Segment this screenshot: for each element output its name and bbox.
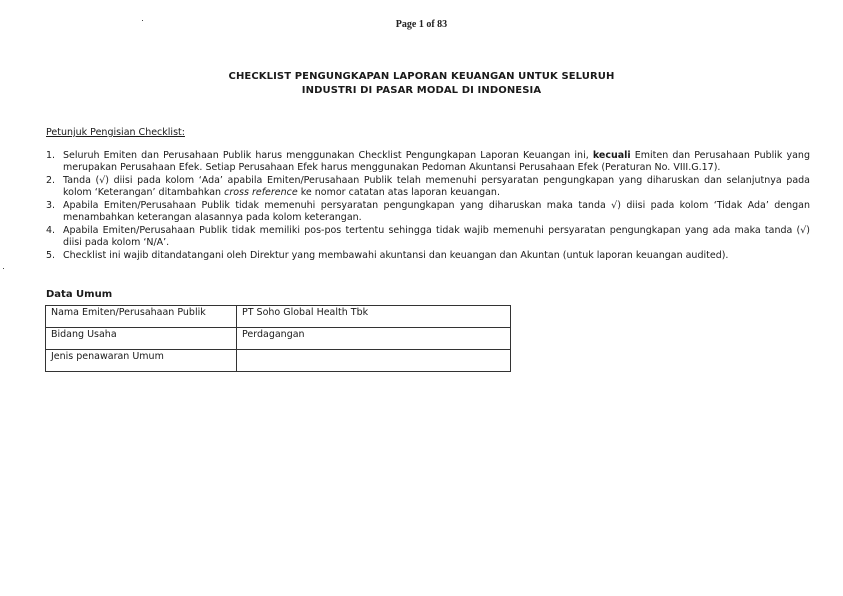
instruction-italic: cross reference bbox=[224, 186, 298, 198]
row-label: Jenis penawaran Umum bbox=[46, 350, 237, 372]
title-line-1: CHECKLIST PENGUNGKAPAN LAPORAN KEUANGAN UNTUK SELURUH bbox=[228, 71, 615, 82]
data-umum-heading: Data Umum bbox=[46, 289, 113, 300]
table-row bbox=[46, 350, 511, 372]
instruction-item bbox=[46, 150, 810, 173]
document-title bbox=[0, 70, 843, 98]
row-value: PT Soho Global Health Tbk bbox=[237, 306, 511, 328]
instruction-number: 3. bbox=[46, 200, 56, 211]
instruction-item bbox=[46, 250, 810, 262]
instruction-text: Apabila Emiten/Perusahaan Publik tidak memenuhi persyaratan pengungkapan yang diharuskan maka tanda √) diisi pada kolom ‘Tidak Ada’ dengan menambahkan keterangan alasannya pada kolom keterangan. bbox=[63, 200, 810, 223]
scan-speck bbox=[3, 268, 4, 269]
instruction-number: 4. bbox=[46, 225, 56, 236]
instruction-number: 2. bbox=[46, 175, 56, 186]
instruction-text: Emiten dan Perusahaan Publik yang merupakan Perusahaan Efek. Setiap Perusahaan Efek harus menggunakan Pedoman Akuntansi Perusahaan Efek (Peraturan No. VIII.G.17). bbox=[63, 150, 810, 173]
instruction-number: 5. bbox=[46, 250, 56, 261]
row-label: Bidang Usaha bbox=[46, 328, 237, 350]
table-row bbox=[46, 306, 511, 328]
instruction-text: ke nomor catatan atas laporan keuangan. bbox=[297, 186, 500, 198]
instruction-number: 1. bbox=[46, 150, 56, 161]
title-line-2: INDUSTRI DI PASAR MODAL DI INDONESIA bbox=[301, 85, 542, 96]
instruction-text: Checklist ini wajib ditandatangani oleh Direktur yang membawahi akuntansi dan keuangan dan Akuntan (untuk laporan keuangan audited). bbox=[63, 250, 729, 261]
row-value: Perdagangan bbox=[237, 328, 511, 350]
data-umum-table bbox=[45, 305, 511, 372]
instruction-text: Apabila Emiten/Perusahaan Publik tidak memiliki pos-pos tertentu sehingga tidak wajib memenuhi persyaratan pengungkapan yang ada maka tanda (√) diisi pada kolom ‘N/A’. bbox=[63, 225, 810, 248]
instruction-item bbox=[46, 225, 810, 248]
instruction-text: Tanda (√) diisi pada kolom ‘Ada’ apabila Emiten/Perusahaan Publik telah memenuhi persyaratan pengungkapan yang diharuskan dan selanjutnya pada kolom ‘Keterangan’ ditambahkan bbox=[63, 175, 810, 198]
instruction-emphasis: kecuali bbox=[592, 150, 631, 161]
row-value bbox=[237, 350, 511, 372]
instruction-item bbox=[46, 175, 810, 198]
instructions-list bbox=[46, 150, 810, 264]
instruction-item bbox=[46, 200, 810, 223]
instructions-heading: Petunjuk Pengisian Checklist: bbox=[46, 127, 185, 138]
table-row bbox=[46, 328, 511, 350]
page-number: Page 1 of 83 bbox=[395, 19, 448, 30]
instruction-text: Seluruh Emiten dan Perusahaan Publik harus menggunakan Checklist Pengungkapan Laporan Keuangan ini, bbox=[63, 150, 593, 161]
row-label: Nama Emiten/Perusahaan Publik bbox=[46, 306, 237, 328]
